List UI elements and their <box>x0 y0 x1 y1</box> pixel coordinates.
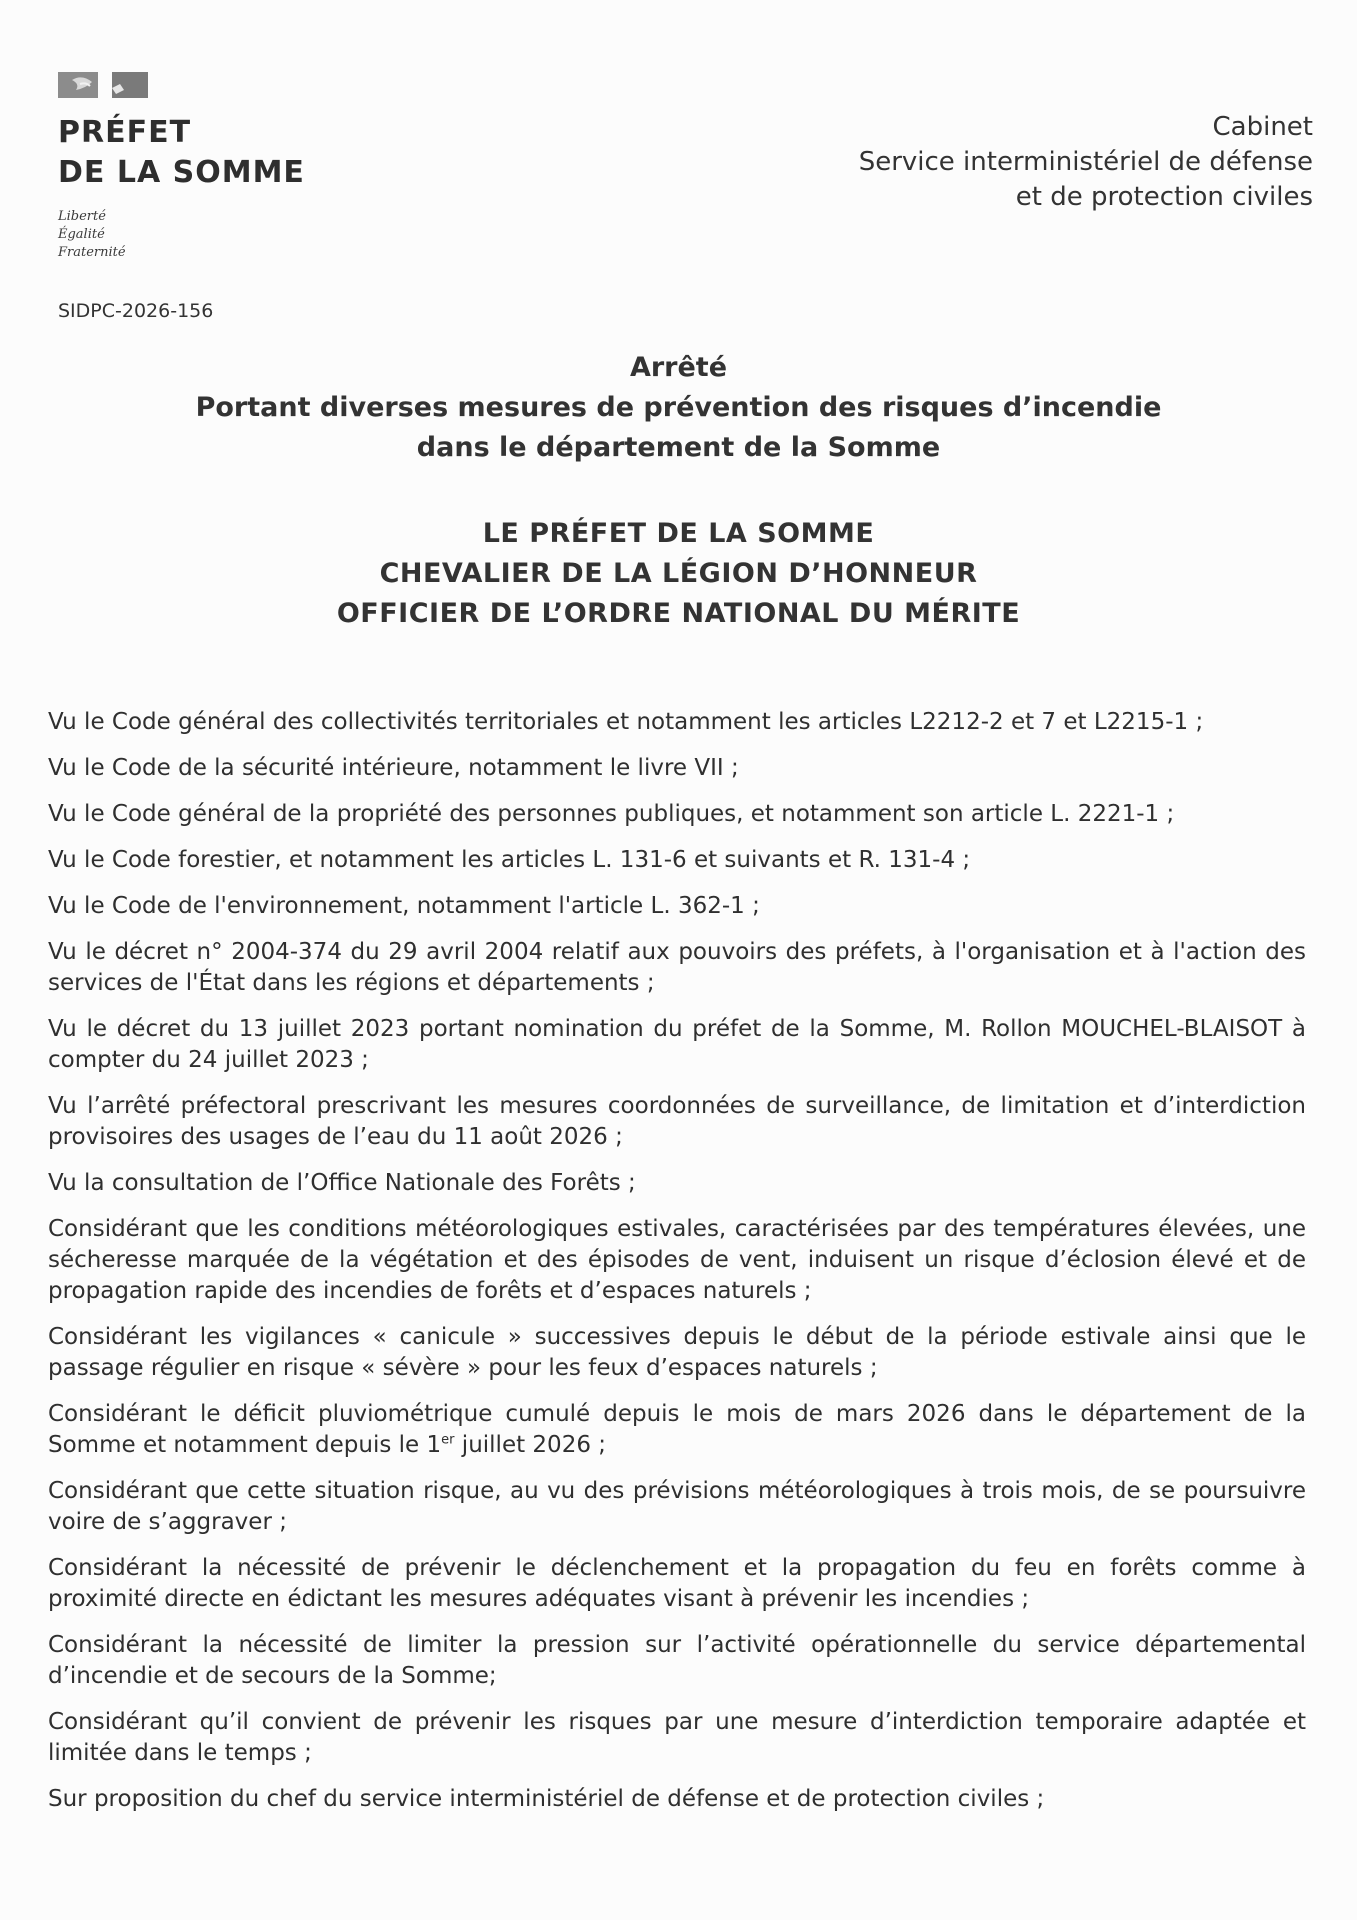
document-reference: SIDPC-2026-156 <box>58 300 214 322</box>
considerant-sdis: Considérant la nécessité de limiter la pression sur l’activité opérationnelle du service départemental d’incendie et de secours de la Somme; <box>48 1632 1306 1689</box>
visa-cgppp: Vu le Code général de la propriété des personnes publiques, et notamment son article L. 2221-1 ; <box>48 801 1175 827</box>
motto-liberte: Liberté <box>58 209 106 224</box>
republique-francaise-logo <box>58 70 150 100</box>
prefet-line2: CHEVALIER DE LA LÉGION D’HONNEUR <box>379 558 978 589</box>
document-title <box>0 348 1357 468</box>
visa-code-forestier: Vu le Code forestier, et notamment les articles L. 131-6 et suivants et R. 131-4 ; <box>48 847 971 873</box>
republic-motto <box>58 208 126 262</box>
visas-list <box>48 707 1306 1830</box>
prefet-line1: LE PRÉFET DE LA SOMME <box>482 518 875 549</box>
prefecture-name-line2: DE LA SOMME <box>58 155 305 190</box>
visa-arrete-eau: Vu l’arrêté préfectoral prescrivant les mesures coordonnées de surveillance, de limitation et d’interdiction provisoires des usages de l’eau du 11 août 2026 ; <box>48 1093 1306 1150</box>
title-line2: Portant diverses mesures de prévention des risques d’incendie <box>195 392 1162 423</box>
considerant-deficit <box>48 1399 1306 1461</box>
title-line1: Arrêté <box>629 352 728 383</box>
prefet-titles <box>0 514 1357 634</box>
motto-egalite: Égalité <box>58 227 105 242</box>
service-line2: Service interministériel de défense <box>858 147 1313 177</box>
motto-fraternite: Fraternité <box>58 245 126 260</box>
title-line3: dans le département de la Somme <box>416 432 941 463</box>
service-line1: Cabinet <box>1212 112 1313 142</box>
visa-csi: Vu le Code de la sécurité intérieure, notamment le livre VII ; <box>48 755 739 781</box>
visa-code-environnement: Vu le Code de l'environnement, notamment l'article L. 362-1 ; <box>48 893 760 919</box>
considerant-previsions: Considérant que cette situation risque, au vu des prévisions météorologiques à trois mois, de se poursuivre voire de s’aggraver ; <box>48 1478 1306 1535</box>
visa-decret-2004: Vu le décret n° 2004-374 du 29 avril 2004 relatif aux pouvoirs des préfets, à l'organisation et à l'action des services de l'État dans les régions et départements ; <box>48 939 1306 996</box>
considerant-meteo: Considérant que les conditions météorologiques estivales, caractérisées par des températures élevées, une sécheresse marquée de la végétation et des épisodes de vent, induisent un risque d’éclosion élevé et de propagation rapide des incendies de forêts et d’espaces naturels ; <box>48 1216 1306 1304</box>
issuing-service <box>859 110 1313 215</box>
service-line3: et de protection civiles <box>1015 182 1313 212</box>
visa-decret-nomination: Vu le décret du 13 juillet 2023 portant nomination du préfet de la Somme, M. Rollon MOUCHEL-BLAISOT à compter du 24 juillet 2023 ; <box>48 1016 1306 1073</box>
considerant-interdiction: Considérant qu’il convient de prévenir les risques par une mesure d’interdiction temporaire adaptée et limitée dans le temps ; <box>48 1709 1306 1766</box>
considerant-canicule: Considérant les vigilances « canicule » successives depuis le début de la période estivale ainsi que le passage régulier en risque « sévère » pour les feux d’espaces naturels ; <box>48 1324 1306 1381</box>
considerant-prevention: Considérant la nécessité de prévenir le déclenchement et la propagation du feu en forêts comme à proximité directe en édictant les mesures adéquates visant à prévenir les incendies ; <box>48 1555 1306 1612</box>
deficit-text-end: juillet 2026 ; <box>454 1432 607 1458</box>
prefet-line3: OFFICIER DE L’ORDRE NATIONAL DU MÉRITE <box>336 598 1021 629</box>
deficit-sup: er <box>441 1432 455 1448</box>
deficit-text: Considérant le déficit pluviométrique cumulé depuis le mois de mars 2026 dans le département de la Somme et notamment depuis le 1 <box>48 1401 1306 1458</box>
prefecture-name <box>58 113 305 193</box>
visa-onf: Vu la consultation de l’Office Nationale des Forêts ; <box>48 1170 636 1196</box>
visa-cgct: Vu le Code général des collectivités territoriales et notamment les articles L2212-2 et 7 et L2215-1 ; <box>48 709 1204 735</box>
prefecture-name-line1: PRÉFET <box>58 115 192 150</box>
sur-proposition: Sur proposition du chef du service interministériel de défense et de protection civiles ; <box>48 1786 1045 1812</box>
